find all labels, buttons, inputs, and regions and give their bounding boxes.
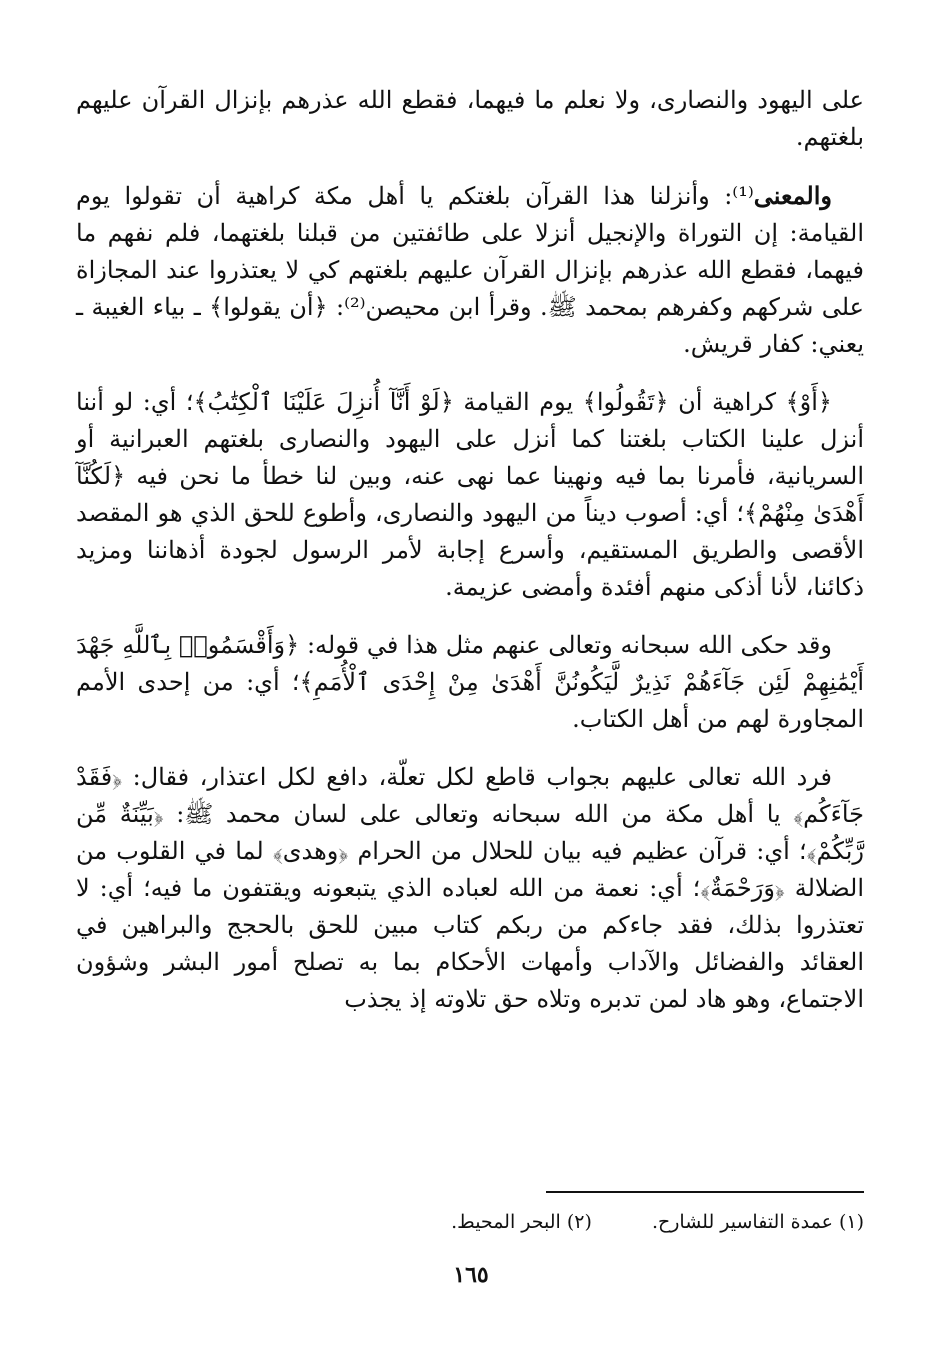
footnote-2: (٢) البحر المحيط. bbox=[451, 1211, 592, 1233]
paragraph-1: على اليهود والنصارى، ولا نعلم ما فيهما، فقطع الله عذرهم بإنزال القرآن عليهم بلغتهم. bbox=[76, 86, 864, 151]
footnote-separator bbox=[546, 1191, 864, 1193]
page-number: ١٦٥ bbox=[453, 1262, 489, 1288]
paragraph-2-text: ⁽¹⁾: وأنزلنا هذا القرآن بلغتكم يا أهل مكة كراهية أن تقولوا يوم القيامة: إن التوراة والإنجيل أنزلا على طائفتين من قبلنا بلغتهما، فلم نفهم ما فيهما، فقطع الله عذرهم بإنزال القرآن عليهم بلغتهم كي لا يعتذروا عند المجازاة على شركهم وكفرهم بمحمد ﷺ. وقرأ ابن محيصن⁽²⁾: ﴿أن يقولوا﴾ ـ بياء الغيبة ـ يعني: كفار قريش. bbox=[76, 182, 864, 358]
paragraph-2 bbox=[76, 177, 864, 363]
paragraph-3: ﴿أَوْ﴾ كراهية أن ﴿تَقُولُوا﴾ يوم القيامة ﴿لَوْ أَنَّآ أُنزِلَ عَلَيْنَا ٱلْكِتَٰبُ﴾؛ أي: لو أننا أنزل علينا الكتاب بلغتنا كما أنزل على اليهود والنصارى بلغتهم العبرانية أو السريانية، فأمرنا بما فيه ونهينا عما نهى عنه، وبين لنا خطأ ما نحن فيه ﴿لَكُنَّآ أَهْدَىٰ مِنْهُمْ﴾؛ أي: أصوب ديناً من اليهود والنصارى، وأطوع للحق الذي هو المقصد الأقصى والطريق المستقيم، وأسرع إجابة لأمر الرسول لجودة أذهاننا ومزيد ذكائنا، لأنا أذكى منهم أفئدة وأمضى عزيمة. bbox=[76, 388, 864, 601]
paragraph-4: وقد حكى الله سبحانه وتعالى عنهم مثل هذا في قوله: ﴿وَأَقْسَمُوا۟ بِٱللَّهِ جَهْدَ أَيْمَٰنِهِمْ لَئِن جَآءَهُمْ نَذِيرٌ لَّيَكُونُنَّ أَهْدَىٰ مِنْ إِحْدَى ٱلْأُمَمِ﴾؛ أي: من إحدى الأمم المجاورة لهم من أهل الكتاب. bbox=[76, 631, 864, 733]
term-heading: والمعنى bbox=[753, 181, 832, 210]
paragraph-5: فرد الله تعالى عليهم بجواب قاطع لكل تعلّة، دافع لكل اعتذار، فقال: ﴿فَقَدْ جَآءَكُم﴾ يا أهل مكة من الله سبحانه وتعالى على لسان محمد ﷺ: ﴿بَيِّنَةٌ مِّن رَّبِّكُمْ﴾؛ أي: قرآن عظيم فيه بيان للحلال من الحرام ﴿وهدى﴾ لما في القلوب من الضلالة ﴿وَرَحْمَةٌ﴾؛ أي: نعمة من الله لعباده الذي يتبعونه ويقتفون ما فيه؛ أي: لا تعتذروا بذلك، فقد جاءكم من ربكم كتاب مبين للحق بالحجج والبراهين في العقائد والفضائل والآداب وأمهات الأحكام بما به تصلح أمور البشر وشؤون الاجتماع، وهو هاد لمن تدبره وتلاه حق تلاوته إذ يجذب bbox=[76, 763, 864, 1013]
main-text-body bbox=[76, 82, 864, 1039]
footnotes bbox=[76, 1208, 864, 1236]
footnote-1: (١) عمدة التفاسير للشارح. bbox=[651, 1211, 864, 1233]
